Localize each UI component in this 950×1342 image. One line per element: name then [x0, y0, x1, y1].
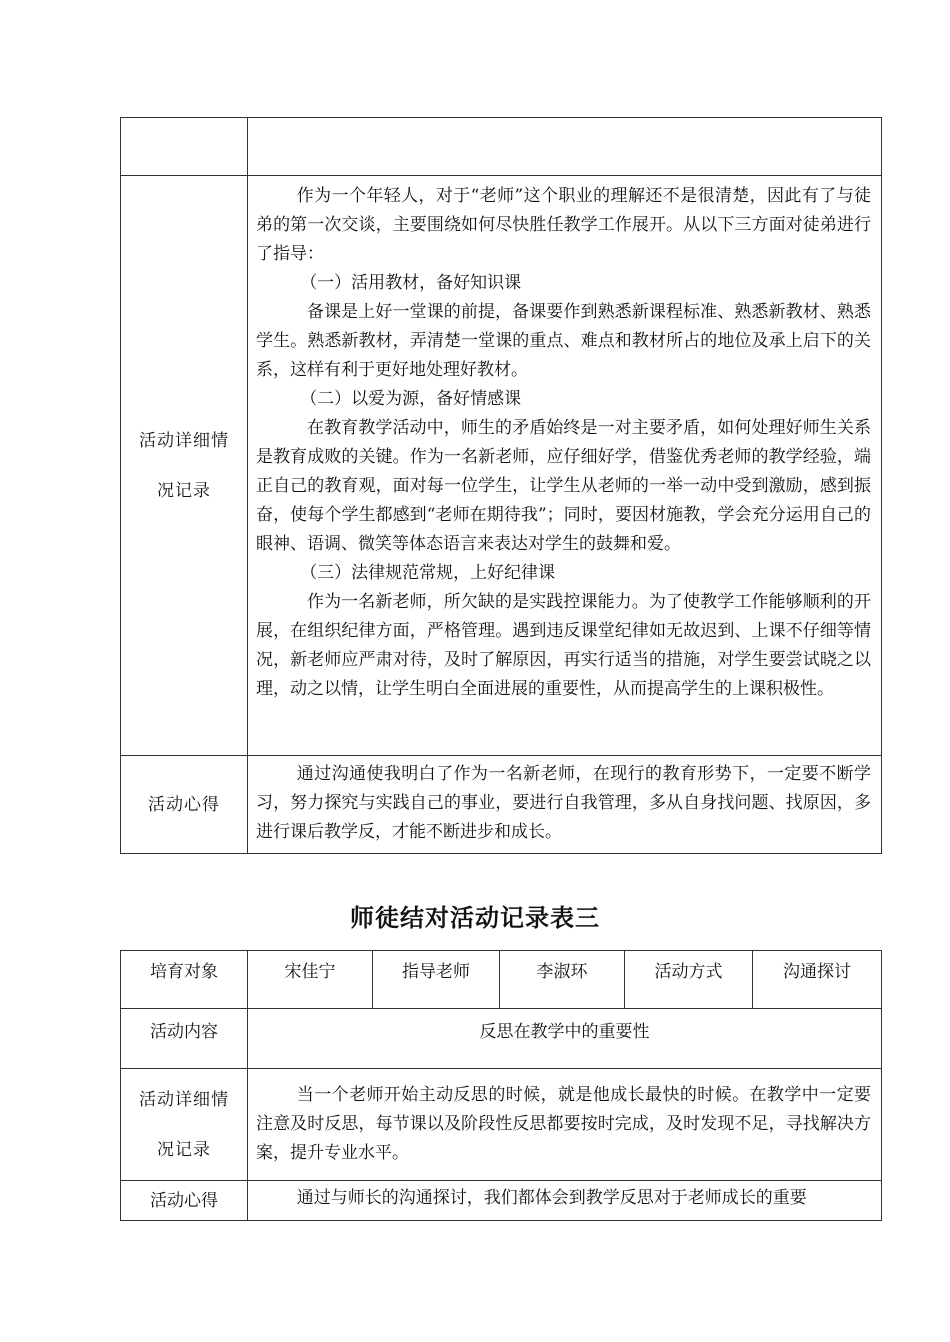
detail-paragraph: 作为一名新老师，所欠缺的是实践控课能力。为了使教学工作能够顺利的开展，在组织纪律方面，严格管理。遇到违反课堂纪律如无故迟到、上课不仔细等情况，新老师应严肃对待，及时了解原因，再实行适当的措施，对学生要尝试晓之以理，动之以情，让学生明白全面进展的重要性，从而提高学生的上课积极性。	[256, 592, 871, 699]
reflection-label: 活动心得	[121, 756, 248, 854]
detail-label	[121, 1069, 248, 1181]
reflection-row	[121, 756, 882, 854]
detail-row	[121, 1069, 882, 1181]
detail-content	[248, 1069, 882, 1181]
detail-label-line1: 活动详细情	[139, 430, 229, 451]
content-value: 反思在教学中的重要性	[248, 1009, 882, 1069]
reflection-text: 通过沟通使我明白了作为一名新老师，在现行的教育形势下，一定要不断学习，努力探究与实践自己的事业，要进行自我管理，多从自身找问题、找原因，多进行课后教学反，才能不断进步和成长。	[256, 764, 871, 842]
empty-content-cell	[248, 118, 882, 176]
detail-heading: （三）法律规范常规，上好纪律课	[300, 563, 556, 583]
reflection-content	[248, 1181, 882, 1221]
method-value: 沟通探讨	[753, 951, 882, 1009]
record-table-previous	[120, 117, 882, 854]
detail-content	[248, 176, 882, 756]
record-table-three	[120, 950, 882, 1221]
reflection-content	[248, 756, 882, 854]
reflection-text: 通过与师长的沟通探讨，我们都体会到教学反思对于老师成长的重要	[296, 1188, 807, 1208]
detail-label-line2: 况记录	[157, 1139, 211, 1160]
trainee-value: 宋佳宁	[248, 951, 373, 1009]
info-row	[121, 951, 882, 1009]
detail-label-line2: 况记录	[157, 480, 211, 501]
content-row	[121, 1009, 882, 1069]
content-label: 活动内容	[121, 1009, 248, 1069]
detail-paragraph: 作为一个年轻人，对于“老师”这个职业的理解还不是很清楚，因此有了与徒弟的第一次交谈，主要围绕如何尽快胜任教学工作展开。从以下三方面对徒弟进行了指导：	[256, 186, 871, 264]
mentor-label: 指导老师	[373, 951, 500, 1009]
detail-heading: （一）活用教材，备好知识课	[300, 273, 522, 293]
trainee-label: 培育对象	[121, 951, 248, 1009]
reflection-row	[121, 1181, 882, 1221]
detail-heading: （二）以爱为源，备好情感课	[300, 389, 522, 409]
reflection-label: 活动心得	[121, 1181, 248, 1221]
detail-paragraph: 备课是上好一堂课的前提，备课要作到熟悉新课程标准、熟悉新教材、熟悉学生。熟悉新教材，弄清楚一堂课的重点、难点和教材所占的地位及承上启下的关系，这样有利于更好地处理好教材。	[256, 302, 871, 380]
empty-label-cell	[121, 118, 248, 176]
page-title: 师徒结对活动记录表三	[350, 903, 600, 932]
detail-row	[121, 176, 882, 756]
detail-label	[121, 176, 248, 756]
detail-text: 当一个老师开始主动反思的时候，就是他成长最快的时候。在教学中一定要注意及时反思，每节课以及阶段性反思都要按时完成，及时发现不足，寻找解决方案，提升专业水平。	[256, 1085, 871, 1163]
mentor-value: 李淑环	[500, 951, 625, 1009]
detail-paragraph: 在教育教学活动中，师生的矛盾始终是一对主要矛盾，如何处理好师生关系是教育成败的关键。作为一名新老师，应仔细好学，借鉴优秀老师的教学经验，端正自己的教育观，面对每一位学生，让学生从老师的一举一动中受到激励，感到振奋，使每个学生都感到“老师在期待我”；同时，要因材施教，学会充分运用自己的眼神、语调、微笑等体态语言来表达对学生的鼓舞和爱。	[256, 418, 871, 554]
method-label: 活动方式	[625, 951, 753, 1009]
detail-label-line1: 活动详细情	[139, 1089, 229, 1110]
empty-row	[121, 118, 882, 176]
